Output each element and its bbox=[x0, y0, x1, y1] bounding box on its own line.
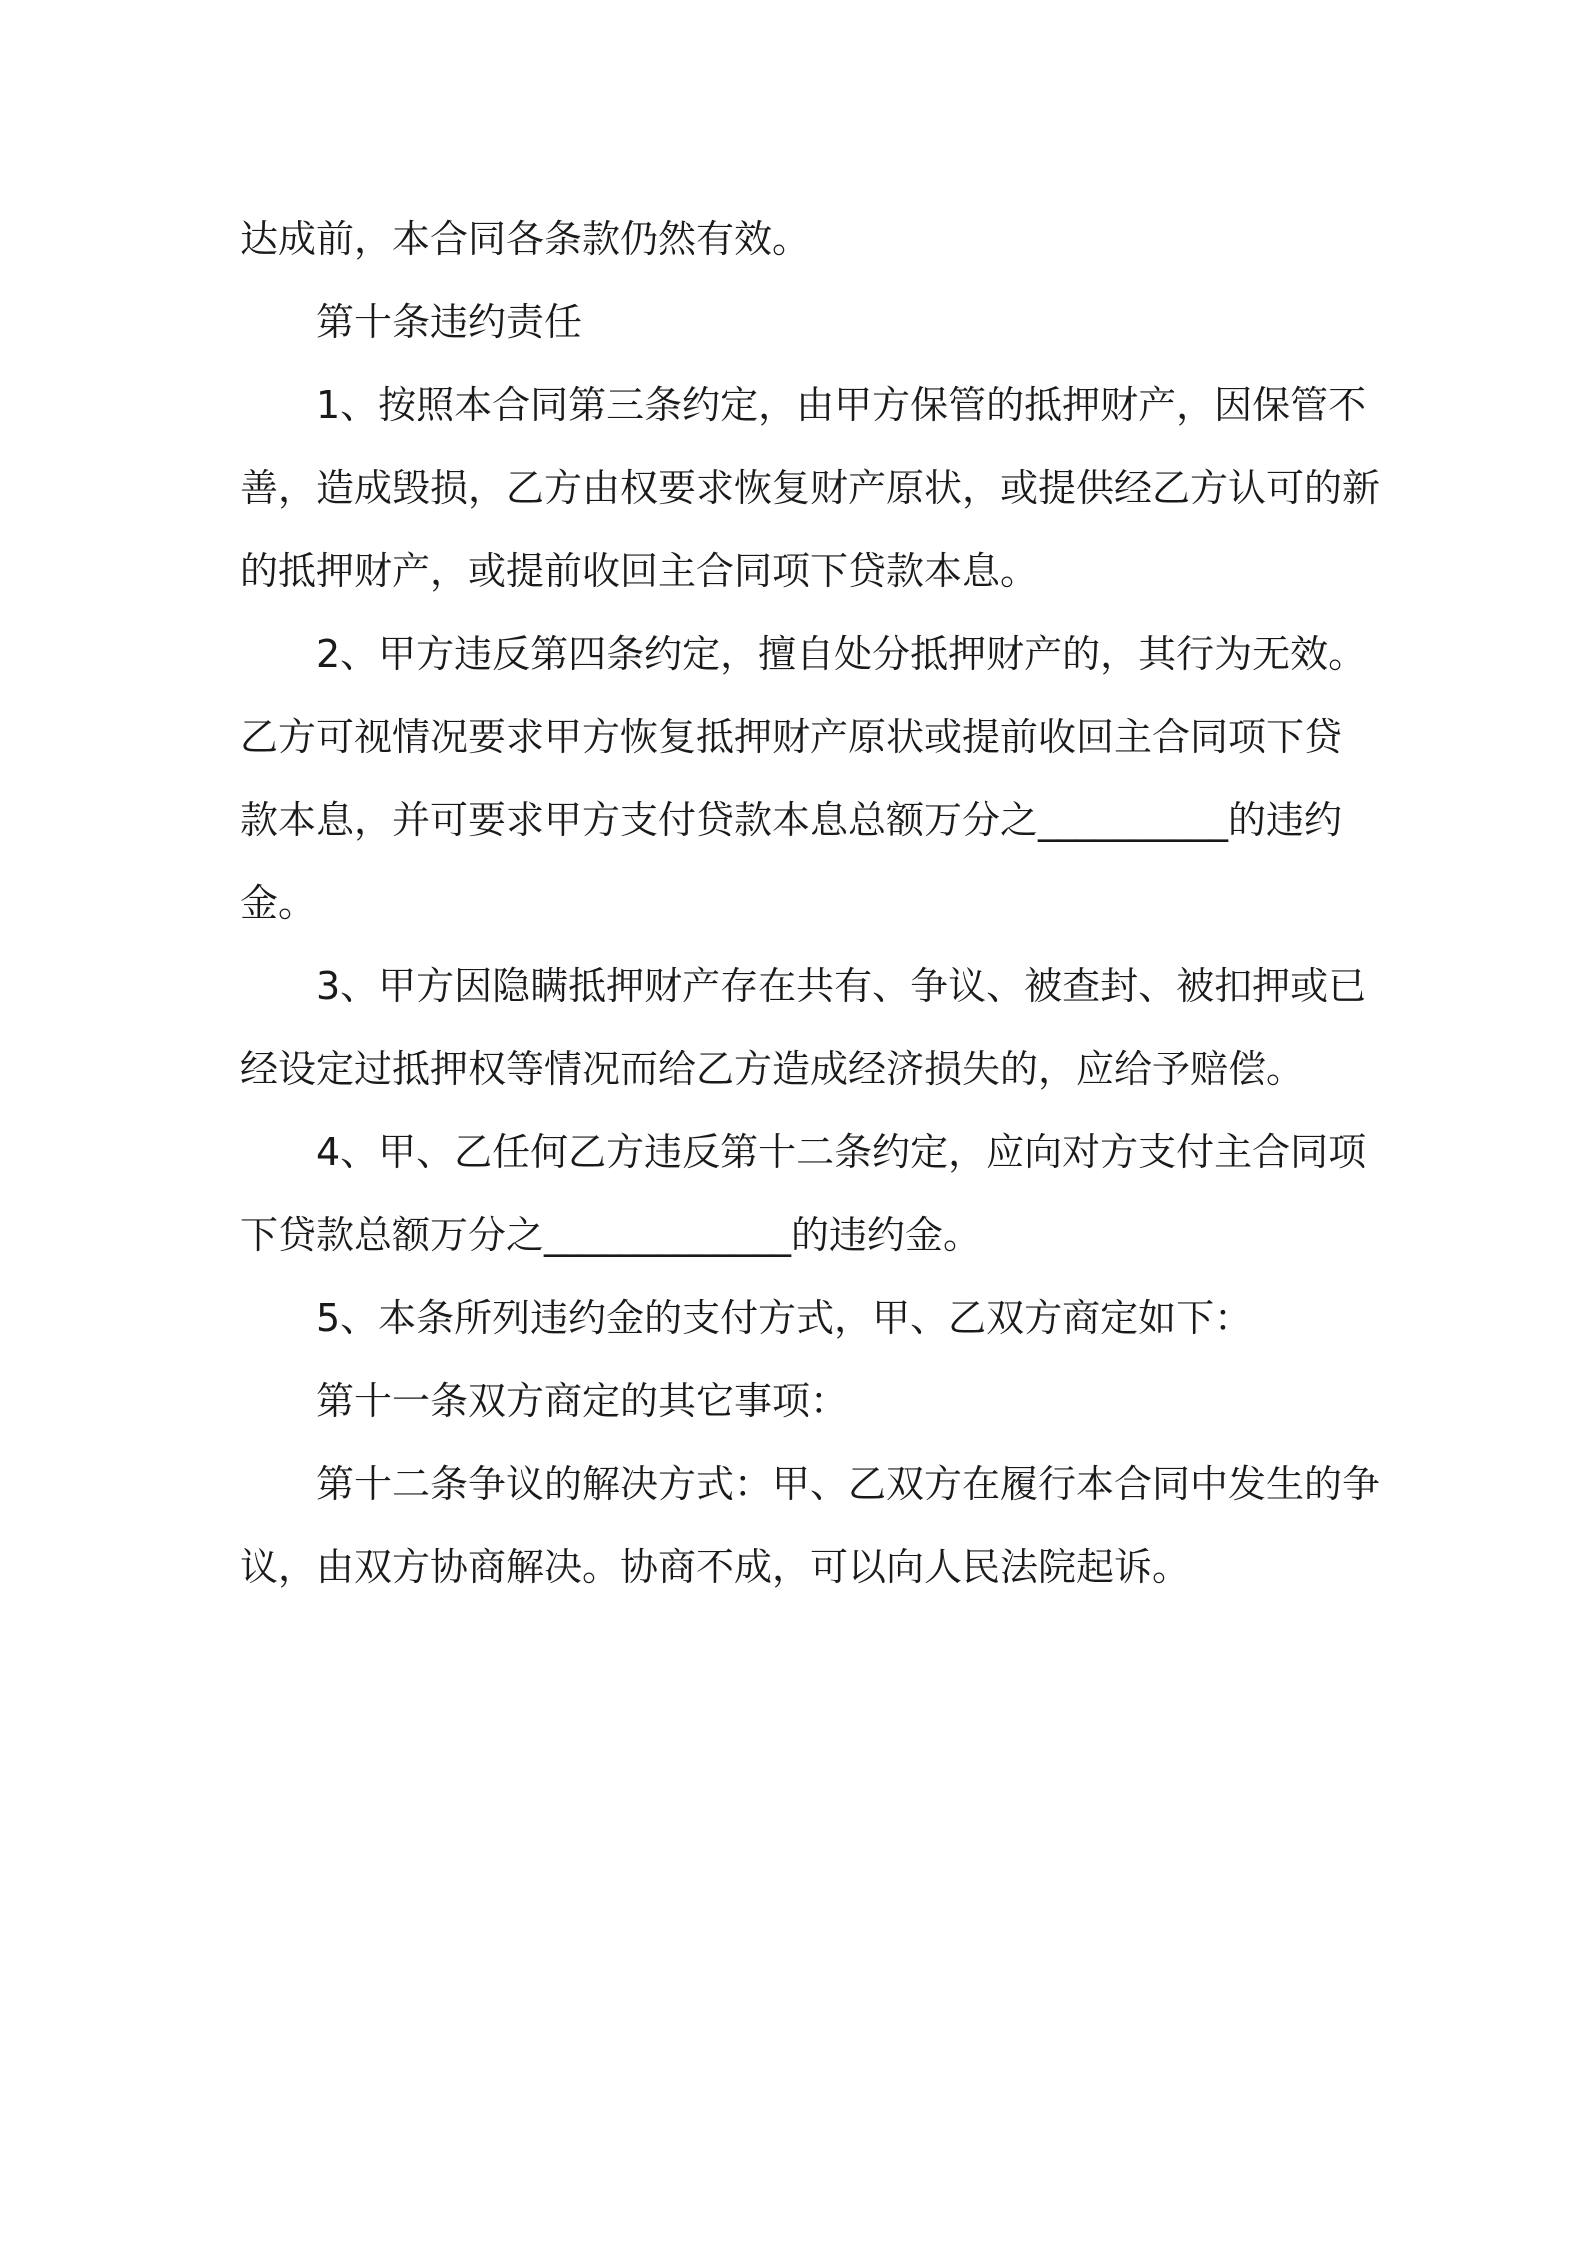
article-11-heading: 第十一条双方商定的其它事项： bbox=[316, 1379, 849, 1423]
article-12-text: 第十二条争议的解决方式：甲、乙双方在履行本合同中发生的争 bbox=[316, 1462, 1381, 1506]
text-line-14: 5、本条所列违约金的支付方式，甲、乙双方商定如下： bbox=[316, 1296, 1253, 1340]
text-line-7: 乙方可视情况要求甲方恢复抵押财产原状或提前收回主合同项下贷 bbox=[240, 715, 1343, 759]
text-line-1: 达成前，本合同各条款仍然有效。 bbox=[240, 217, 811, 261]
text-line-12: 4、甲、乙任何乙方违反第十二条约定，应向对方支付主合同项 bbox=[316, 1130, 1367, 1174]
text-line-13: 下贷款总额万分之_____________的违约金。 bbox=[240, 1213, 982, 1257]
text-line-3: 1、按照本合同第三条约定，由甲方保管的抵押财产，因保管不 bbox=[316, 383, 1367, 427]
text-line-6: 2、甲方违反第四条约定，擅自处分抵押财产的，其行为无效。 bbox=[316, 632, 1367, 676]
text-line-8: 款本息，并可要求甲方支付贷款本息总额万分之__________的违约 bbox=[240, 798, 1343, 842]
text-line-9: 金。 bbox=[240, 881, 317, 925]
text-line-10: 3、甲方因隐瞒抵押财产存在共有、争议、被查封、被扣押或已 bbox=[316, 964, 1367, 1008]
text-line-4: 善，造成毁损，乙方由权要求恢复财产原状，或提供经乙方认可的新 bbox=[240, 466, 1381, 510]
article-10-heading: 第十条违约责任 bbox=[316, 300, 583, 344]
document-body bbox=[240, 198, 1381, 1609]
text-line-5: 的抵押财产，或提前收回主合同项下贷款本息。 bbox=[240, 549, 1039, 593]
text-line-17: 议，由双方协商解决。协商不成，可以向人民法院起诉。 bbox=[240, 1545, 1191, 1589]
text-line-11: 经设定过抵押权等情况而给乙方造成经济损失的，应给予赔偿。 bbox=[240, 1047, 1305, 1091]
